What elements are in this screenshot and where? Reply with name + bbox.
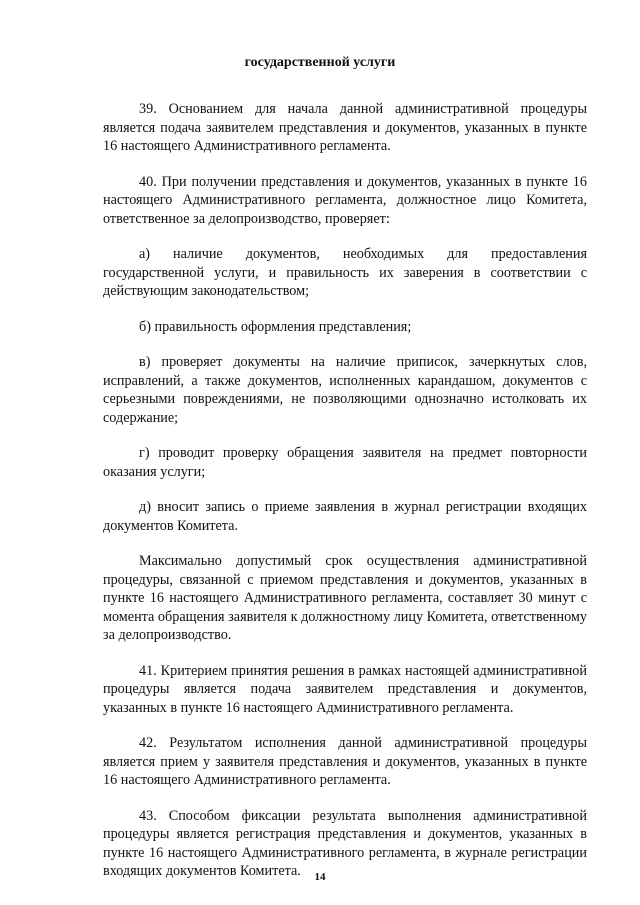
paragraph-max-time: Максимально допустимый срок осуществления административной процедуры, связанной с приемом представления и документов, указанных в пункте 16 настоящего Административного регламента, составляет 30 минут с момента обращения заявителя к должностному лицу Комитета, ответственному за делопроизводство. [103, 553, 587, 643]
document-body [103, 100, 587, 898]
paragraph-40-item-b: б) правильность оформления представления; [139, 318, 412, 335]
paragraph-40: 40. При получении представления и документов, указанных в пункте 16 настоящего Административного регламента, должностное лицо Комитета, ответственное за делопроизводство, проверяет: [103, 173, 587, 227]
paragraph-40-item-v: в) проверяет документы на наличие приписок, зачеркнутых слов, исправлений, а также документов, исполненных карандашом, документов с серьезными повреждениями, не позволяющими однозначно истолковать их содержание; [103, 354, 587, 426]
page-heading: государственной услуги [244, 55, 396, 70]
paragraph-42: 42. Результатом исполнения данной административной процедуры является прием у заявителя представления и документов, указанных в пункте 16 настоящего Административного регламента. [103, 735, 587, 788]
paragraph-39: 39. Основанием для начала данной административной процедуры является подача заявителем представления и документов, указанных в пункте 16 настоящего Административного регламента. [103, 101, 587, 154]
page-number: 14 [314, 871, 326, 883]
paragraph-40-item-a: а) наличие документов, необходимых для предоставления государственной услуги, и правильность их заверения в соответствии с действующим законодательством; [103, 246, 587, 299]
paragraph-40-item-d: д) вносит запись о приеме заявления в журнал регистрации входящих документов Комитета. [103, 499, 587, 534]
paragraph-40-item-g: г) проводит проверку обращения заявителя на предмет повторности оказания услуги; [103, 445, 587, 480]
paragraph-41: 41. Критерием принятия решения в рамках настоящей административной процедуры является подача заявителем представления и документов, указанных в пункте 16 настоящего Административного регламента. [103, 662, 587, 716]
paragraph-43: 43. Способом фиксации результата выполнения административной процедуры является регистрация представления и документов, указанных в пункте 16 настоящего Административного регламента, в журнале регистрации входящих документов Комитета. [103, 807, 587, 879]
